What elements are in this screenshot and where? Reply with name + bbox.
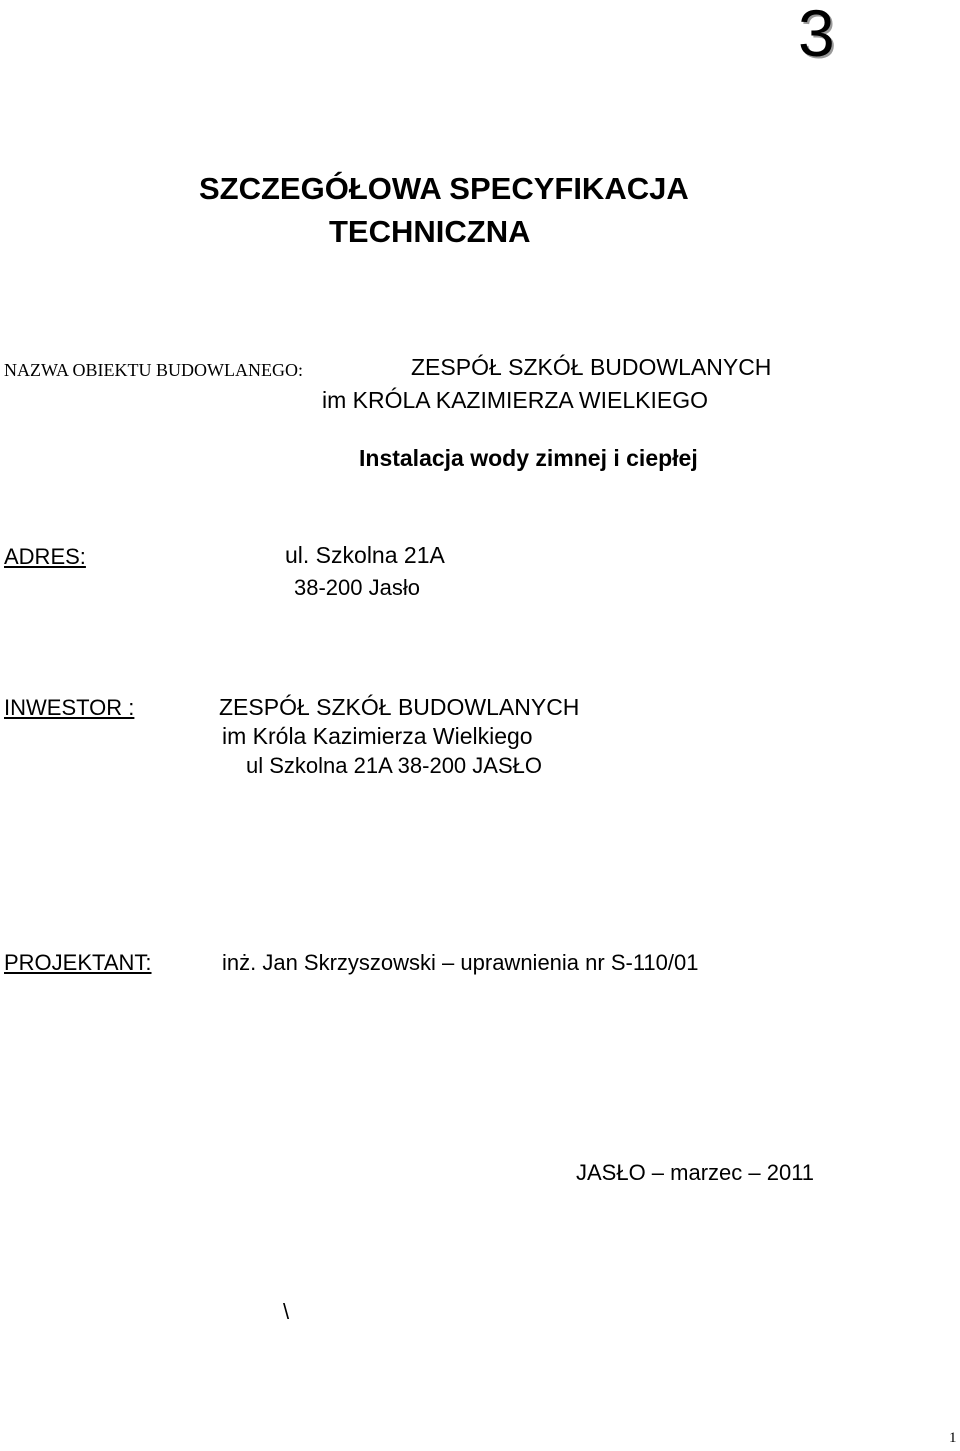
investor-line-2: im Króla Kazimierza Wielkiego xyxy=(222,723,533,749)
investor-label: INWESTOR : xyxy=(4,695,135,720)
object-name-line-1: ZESPÓŁ SZKÓŁ BUDOWLANYCH xyxy=(411,354,772,380)
address-line-1: ul. Szkolna 21A xyxy=(285,542,445,568)
designer-value: inż. Jan Skrzyszowski – uprawnienia nr S-110/01 xyxy=(222,950,699,975)
stray-mark: \ xyxy=(283,1299,290,1324)
section-number: 3 xyxy=(798,0,835,70)
scope-title: Instalacja wody zimnej i ciepłej xyxy=(359,445,698,471)
object-label: NAZWA OBIEKTU BUDOWLANEGO: xyxy=(4,360,303,380)
place-date: JASŁO – marzec – 2011 xyxy=(576,1160,815,1185)
object-name-line-2: im KRÓLA KAZIMIERZA WIELKIEGO xyxy=(322,387,708,413)
address-line-2: 38-200 Jasło xyxy=(294,575,420,600)
address-label: ADRES: xyxy=(4,544,86,569)
investor-line-3: ul Szkolna 21A 38-200 JASŁO xyxy=(246,753,542,778)
page-number: 1 xyxy=(949,1430,957,1446)
designer-label: PROJEKTANT: xyxy=(4,950,152,975)
investor-line-1: ZESPÓŁ SZKÓŁ BUDOWLANYCH xyxy=(219,694,580,720)
title-line-1: SZCZEGÓŁOWA SPECYFIKACJA xyxy=(199,171,689,206)
title-line-2: TECHNICZNA xyxy=(329,214,531,249)
